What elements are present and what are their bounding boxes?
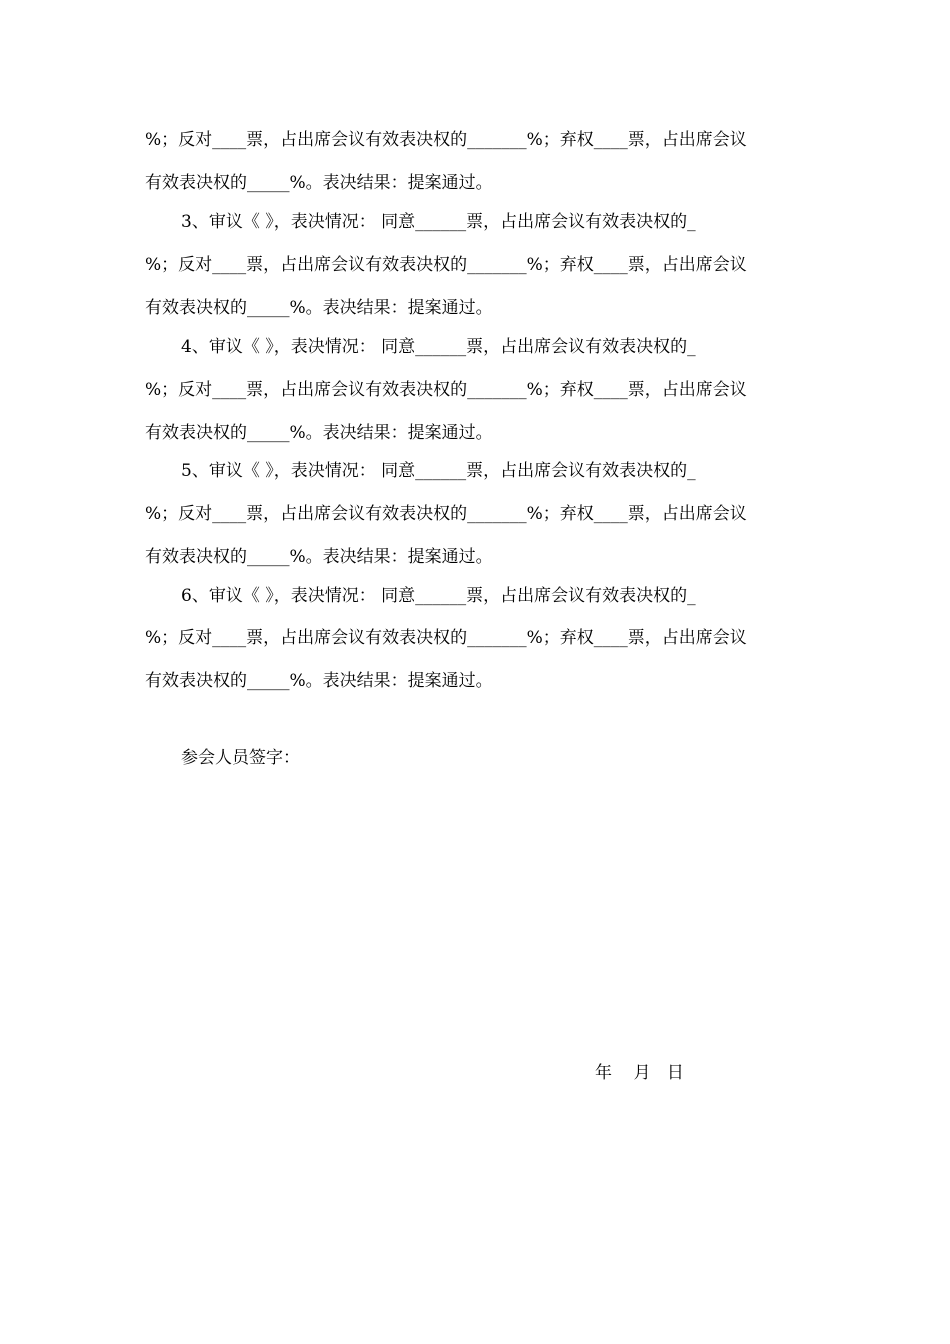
vote-line: %；反对____票，占出席会议有效表决权的_______%；弃权____票，占出席会议 xyxy=(145,628,747,648)
item-3-heading: 3、审议《 》，表决情况： 同意______票，占出席会议有效表决权的_ xyxy=(181,212,696,232)
item-5-heading: 5、审议《 》，表决情况： 同意______票，占出席会议有效表决权的_ xyxy=(181,461,696,481)
signature-label: 参会人员签字： xyxy=(181,748,300,768)
item-6-heading: 6、审议《 》，表决情况： 同意______票，占出席会议有效表决权的_ xyxy=(181,586,696,606)
vote-line: %；反对____票，占出席会议有效表决权的_______%；弃权____票，占出席会议 xyxy=(145,504,747,524)
item-4-heading: 4、审议《 》，表决情况： 同意______票，占出席会议有效表决权的_ xyxy=(181,337,696,357)
vote-line: %；反对____票，占出席会议有效表决权的_______%；弃权____票，占出席会议 xyxy=(145,255,747,275)
date-line: 年 月 日 xyxy=(595,1063,684,1083)
vote-line: 有效表决权的_____%。表决结果：提案通过。 xyxy=(145,173,493,193)
vote-line: 有效表决权的_____%。表决结果：提案通过。 xyxy=(145,298,493,318)
vote-line: 有效表决权的_____%。表决结果：提案通过。 xyxy=(145,423,493,443)
vote-line: 有效表决权的_____%。表决结果：提案通过。 xyxy=(145,547,493,567)
vote-line: %；反对____票，占出席会议有效表决权的_______%；弃权____票，占出席会议 xyxy=(145,130,747,150)
vote-line: 有效表决权的_____%。表决结果：提案通过。 xyxy=(145,671,493,691)
vote-line: %；反对____票，占出席会议有效表决权的_______%；弃权____票，占出席会议 xyxy=(145,380,747,400)
